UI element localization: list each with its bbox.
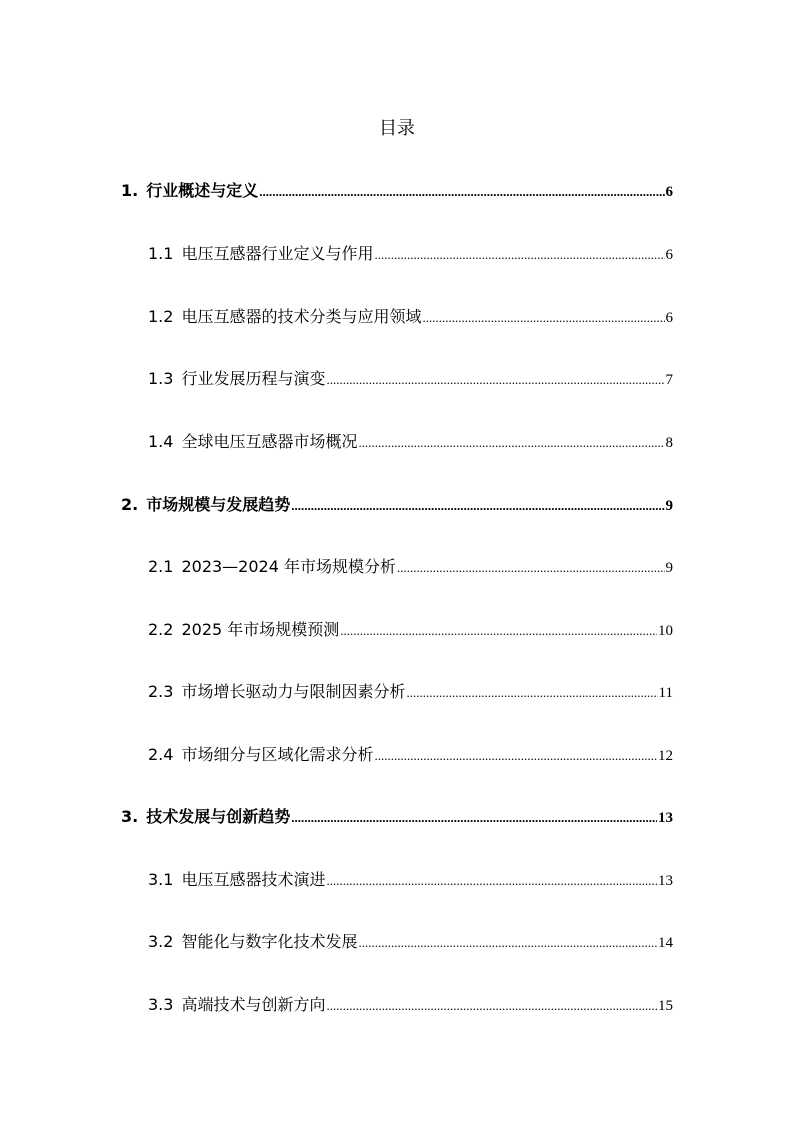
- toc-entry-page: 6: [665, 184, 673, 200]
- toc-entry-label: 2025 年市场规模预测: [181, 620, 340, 639]
- toc-entry-label: 行业发展历程与演变: [181, 369, 326, 388]
- dot-leader: [291, 810, 657, 826]
- toc-entry-page: 6: [665, 310, 673, 326]
- toc-entry-label: 全球电压互感器市场概况: [181, 432, 358, 451]
- toc-title: 目录: [379, 118, 415, 139]
- dot-leader: [397, 560, 665, 576]
- dot-leader: [326, 372, 664, 388]
- toc-entry-2-1[interactable]: [148, 554, 673, 578]
- toc-entry-1-2[interactable]: [148, 304, 673, 328]
- toc-entry-label: 电压互感器的技术分类与应用领域: [181, 307, 422, 326]
- toc-entry-1-1[interactable]: [148, 241, 673, 265]
- toc-entry-label: 智能化与数字化技术发展: [181, 932, 358, 951]
- dot-leader: [340, 623, 657, 639]
- dot-leader: [374, 748, 657, 764]
- toc-entry-number: 3.: [121, 807, 139, 826]
- toc-entry-page: 9: [665, 498, 673, 514]
- toc-entry-number: 1.2: [148, 307, 174, 326]
- toc-entry-number: 2.: [121, 495, 139, 514]
- toc-entry-page: 10: [658, 623, 673, 639]
- toc-entry-page: 7: [665, 372, 673, 388]
- toc-entry-2-2[interactable]: [148, 617, 673, 641]
- toc-entry-page: 15: [658, 998, 673, 1014]
- toc-entry-label: 技术发展与创新趋势: [146, 807, 291, 826]
- toc-entry-number: 3.2: [148, 932, 174, 951]
- toc-entry-page: 8: [665, 435, 673, 451]
- toc-entry-page: 13: [658, 810, 673, 826]
- toc-entry-number: 2.4: [148, 745, 174, 764]
- toc-entry-number: 3.3: [148, 995, 174, 1014]
- toc-entry-1-3[interactable]: [148, 366, 673, 390]
- dot-leader: [358, 435, 664, 451]
- toc-entry-label: 高端技术与创新方向: [181, 995, 326, 1014]
- toc-entry-3-1[interactable]: [148, 867, 673, 891]
- toc-entry-3-3[interactable]: [148, 992, 673, 1016]
- toc-entry-label: 电压互感器技术演进: [181, 870, 326, 889]
- dot-leader: [422, 310, 664, 326]
- dot-leader: [358, 935, 657, 951]
- toc-entry-label: 市场增长驱动力与限制因素分析: [181, 682, 406, 701]
- toc-entry-number: 1.3: [148, 369, 174, 388]
- toc-entry-1-4[interactable]: [148, 429, 673, 453]
- toc-entry-page: 6: [665, 247, 673, 263]
- toc-entry-page: 13: [658, 873, 673, 889]
- dot-leader: [259, 184, 664, 200]
- toc-entry-number: 1.: [121, 181, 139, 200]
- toc-entry-3[interactable]: [121, 804, 673, 828]
- toc-entry-number: 2.2: [148, 620, 174, 639]
- toc-entry-label: 行业概述与定义: [146, 181, 259, 200]
- toc-entry-number: 1.1: [148, 244, 174, 263]
- toc-entry-1[interactable]: [121, 178, 673, 202]
- toc-entry-2-4[interactable]: [148, 742, 673, 766]
- toc-entry-label: 市场规模与发展趋势: [146, 495, 291, 514]
- toc-entry-number: 2.3: [148, 682, 174, 701]
- dot-leader: [406, 685, 657, 701]
- dot-leader: [374, 247, 664, 263]
- toc-entry-3-2[interactable]: [148, 929, 673, 953]
- dot-leader: [326, 873, 657, 889]
- toc-entry-label: 2023—2024 年市场规模分析: [181, 557, 396, 576]
- toc-entry-number: 2.1: [148, 557, 174, 576]
- toc-entry-page: 11: [658, 685, 673, 701]
- toc-entry-page: 14: [658, 935, 673, 951]
- toc-entry-page: 12: [658, 748, 673, 764]
- dot-leader: [291, 498, 664, 514]
- toc-entry-2[interactable]: [121, 492, 673, 516]
- toc-entry-label: 市场细分与区域化需求分析: [181, 745, 374, 764]
- toc-entry-number: 3.1: [148, 870, 174, 889]
- toc-entry-label: 电压互感器行业定义与作用: [181, 244, 374, 263]
- toc-entry-number: 1.4: [148, 432, 174, 451]
- toc-entry-page: 9: [665, 560, 673, 576]
- toc-entry-2-3[interactable]: [148, 679, 673, 703]
- dot-leader: [326, 998, 657, 1014]
